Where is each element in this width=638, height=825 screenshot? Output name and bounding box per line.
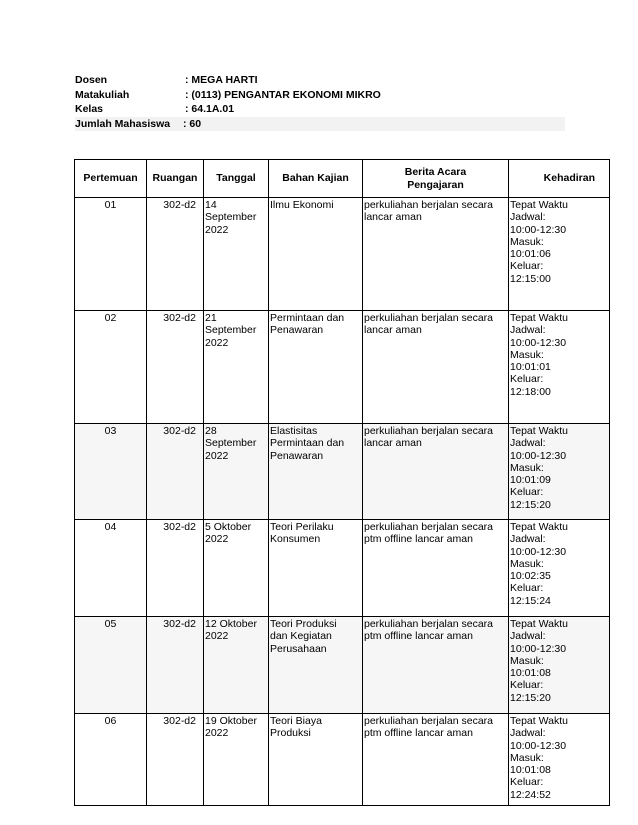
cell-berita-acara-line: perkuliahan berjalan secara: [364, 312, 493, 324]
cell-berita-acara-line: perkuliahan berjalan secara: [364, 715, 493, 727]
cell-bahan-kajian-line: Produksi: [270, 727, 311, 740]
cell-bahan-kajian: [269, 198, 363, 311]
cell-kehadiran-line: 12:15:24: [510, 594, 551, 607]
cell-tanggal: [204, 714, 269, 806]
cell-kehadiran-line: Masuk:: [510, 461, 544, 474]
cell-ruangan: 302-d2: [147, 311, 204, 424]
cell-kehadiran-line: Tepat Waktu: [510, 312, 568, 324]
cell-ruangan: 302-d2: [147, 714, 204, 806]
cell-bahan-kajian-line: Teori Biaya: [270, 715, 322, 727]
cell-kehadiran-line: 10:01:01: [510, 361, 551, 374]
cell-berita-acara-line: perkuliahan berjalan secara: [364, 618, 493, 630]
cell-kehadiran-line: Keluar:: [510, 582, 544, 595]
cell-berita-acara: [363, 311, 509, 424]
table-row: [75, 617, 610, 714]
table-body: [75, 198, 610, 806]
header-berita-acara-line1: Berita Acara: [404, 165, 467, 178]
cell-kehadiran-line: Tepat Waktu: [510, 618, 568, 630]
cell-kehadiran-line: 10:01:08: [510, 764, 551, 777]
cell-kehadiran: [509, 198, 610, 311]
cell-kehadiran-line: 10:01:08: [510, 667, 551, 680]
cell-tanggal-line: 2022: [205, 533, 229, 546]
cell-bahan-kajian-line: Penawaran: [270, 449, 324, 462]
cell-berita-acara-line: perkuliahan berjalan secara: [364, 521, 493, 533]
cell-berita-acara-line: perkuliahan berjalan secara: [364, 199, 493, 211]
cell-tanggal-line: 14: [205, 199, 217, 211]
cell-bahan-kajian-line: Teori Produksi: [270, 618, 337, 630]
header-ruangan: Ruangan: [147, 160, 204, 198]
cell-berita-acara: [363, 198, 509, 311]
cell-kehadiran-line: 10:00-12:30: [510, 223, 567, 236]
cell-kehadiran-line: 12:24:52: [510, 788, 551, 801]
cell-tanggal: [204, 617, 269, 714]
cell-bahan-kajian-line: Penawaran: [270, 324, 324, 337]
cell-berita-acara: [363, 714, 509, 806]
cell-kehadiran-line: Keluar:: [510, 776, 544, 789]
attendance-table: [74, 159, 610, 806]
table-row: [75, 714, 610, 806]
cell-kehadiran: [509, 617, 610, 714]
cell-bahan-kajian: [269, 617, 363, 714]
cell-kehadiran-line: 10:00-12:30: [510, 449, 567, 462]
cell-kehadiran-line: 10:00-12:30: [510, 336, 567, 349]
cell-kehadiran-line: Masuk:: [510, 235, 544, 248]
cell-tanggal: [204, 198, 269, 311]
cell-kehadiran: [509, 714, 610, 806]
cell-bahan-kajian-line: dan Kegiatan: [270, 630, 332, 643]
cell-tanggal: [204, 520, 269, 617]
cell-kehadiran-line: 10:00-12:30: [510, 739, 567, 752]
cell-bahan-kajian-line: Konsumen: [270, 533, 321, 546]
cell-kehadiran-line: Jadwal:: [510, 324, 546, 337]
cell-bahan-kajian-line: Permintaan dan: [270, 312, 345, 324]
cell-tanggal-line: September: [205, 324, 257, 337]
cell-kehadiran-line: 10:00-12:30: [510, 545, 567, 558]
cell-bahan-kajian-line: Teori Perilaku: [270, 521, 334, 533]
matakuliah-value: : (0113) PENGANTAR EKONOMI MIKRO: [185, 88, 381, 101]
cell-kehadiran-line: Masuk:: [510, 557, 544, 570]
cell-pertemuan: 03: [75, 424, 147, 520]
jumlah-mahasiswa-value: : 60: [183, 117, 202, 130]
cell-ruangan: 302-d2: [147, 198, 204, 311]
cell-berita-acara-line: ptm offline lancar aman: [364, 727, 473, 740]
cell-berita-acara: [363, 520, 509, 617]
cell-berita-acara-line: perkuliahan berjalan secara: [364, 425, 493, 437]
jumlah-mahasiswa-label: Jumlah Mahasiswa: [75, 117, 171, 130]
cell-ruangan: 302-d2: [147, 617, 204, 714]
cell-kehadiran-line: 12:15:00: [510, 272, 551, 285]
cell-kehadiran-line: 10:01:06: [510, 248, 551, 261]
cell-pertemuan: 06: [75, 714, 147, 806]
cell-berita-acara: [363, 424, 509, 520]
cell-tanggal-line: 2022: [205, 630, 229, 643]
kelas-value: : 64.1A.01: [185, 103, 235, 115]
kelas-row: [75, 102, 565, 117]
table-row: [75, 311, 610, 424]
cell-tanggal-line: 19 Oktober: [205, 715, 257, 727]
cell-ruangan: 302-d2: [147, 520, 204, 617]
cell-tanggal-line: 2022: [205, 336, 229, 349]
header-kehadiran: Kehadiran: [509, 160, 610, 198]
cell-kehadiran: [509, 520, 610, 617]
cell-kehadiran-line: Keluar:: [510, 260, 544, 273]
table-row: [75, 424, 610, 520]
cell-kehadiran-line: 10:01:09: [510, 474, 551, 487]
cell-tanggal: [204, 424, 269, 520]
cell-kehadiran-line: Jadwal:: [510, 437, 546, 450]
header-bahan-kajian: Bahan Kajian: [269, 160, 363, 198]
cell-kehadiran-line: Jadwal:: [510, 533, 546, 546]
dosen-value: : MEGA HARTI: [185, 74, 258, 86]
dosen-label: Dosen: [75, 74, 108, 86]
cell-kehadiran-line: Jadwal:: [510, 211, 546, 224]
header-berita-acara-line2: Pengajaran: [407, 178, 464, 191]
cell-tanggal-line: 2022: [205, 727, 229, 740]
cell-berita-acara-line: ptm offline lancar aman: [364, 533, 473, 546]
course-info: [75, 73, 565, 131]
cell-bahan-kajian-line: Elastisitas: [270, 425, 318, 437]
cell-kehadiran-line: Masuk:: [510, 751, 544, 764]
cell-kehadiran-line: Tepat Waktu: [510, 425, 568, 437]
cell-bahan-kajian-line: Ilmu Ekonomi: [270, 199, 334, 211]
cell-kehadiran-line: Tepat Waktu: [510, 715, 568, 727]
cell-kehadiran-line: Keluar:: [510, 373, 544, 386]
cell-berita-acara: [363, 617, 509, 714]
cell-kehadiran: [509, 311, 610, 424]
cell-tanggal-line: 2022: [205, 449, 229, 462]
cell-bahan-kajian-line: Perusahaan: [270, 642, 327, 655]
cell-ruangan: 302-d2: [147, 424, 204, 520]
cell-pertemuan: 04: [75, 520, 147, 617]
cell-berita-acara-line: lancar aman: [364, 324, 422, 337]
jumlah-mahasiswa-row: [75, 117, 565, 132]
cell-pertemuan: 01: [75, 198, 147, 311]
cell-berita-acara-line: lancar aman: [364, 211, 422, 224]
cell-bahan-kajian: [269, 424, 363, 520]
cell-bahan-kajian: [269, 311, 363, 424]
table-row: [75, 198, 610, 311]
cell-tanggal-line: 21: [205, 312, 217, 324]
dosen-row: [75, 73, 565, 88]
cell-kehadiran-line: Jadwal:: [510, 727, 546, 740]
header-berita-acara: [363, 160, 509, 198]
cell-kehadiran-line: Tepat Waktu: [510, 521, 568, 533]
cell-tanggal-line: September: [205, 437, 257, 450]
cell-kehadiran-line: 10:02:35: [510, 570, 551, 583]
cell-pertemuan: 05: [75, 617, 147, 714]
header-tanggal: Tanggal: [204, 160, 269, 198]
cell-kehadiran-line: 12:15:20: [510, 691, 551, 704]
matakuliah-label: Matakuliah: [75, 88, 130, 101]
cell-pertemuan: 02: [75, 311, 147, 424]
cell-kehadiran-line: Masuk:: [510, 348, 544, 361]
cell-kehadiran-line: 10:00-12:30: [510, 642, 567, 655]
cell-tanggal-line: 28: [205, 425, 217, 437]
cell-kehadiran-line: 12:15:20: [510, 498, 551, 511]
cell-bahan-kajian: [269, 714, 363, 806]
cell-tanggal-line: 2022: [205, 223, 229, 236]
matakuliah-row: [75, 88, 565, 103]
cell-kehadiran-line: Keluar:: [510, 486, 544, 499]
cell-tanggal-line: 12 Oktober: [205, 618, 257, 630]
cell-tanggal-line: September: [205, 211, 257, 224]
cell-bahan-kajian: [269, 520, 363, 617]
cell-bahan-kajian-line: Permintaan dan: [270, 437, 345, 450]
cell-kehadiran-line: 12:18:00: [510, 385, 551, 398]
header-pertemuan: Pertemuan: [75, 160, 147, 198]
cell-kehadiran: [509, 424, 610, 520]
cell-berita-acara-line: ptm offline lancar aman: [364, 630, 473, 643]
table-header-row: [75, 160, 610, 198]
cell-kehadiran-line: Jadwal:: [510, 630, 546, 643]
cell-berita-acara-line: lancar aman: [364, 437, 422, 450]
cell-tanggal: [204, 311, 269, 424]
cell-kehadiran-line: Masuk:: [510, 654, 544, 667]
kelas-label: Kelas: [75, 103, 104, 115]
cell-kehadiran-line: Tepat Waktu: [510, 199, 568, 211]
cell-kehadiran-line: Keluar:: [510, 679, 544, 692]
cell-tanggal-line: 5 Oktober: [205, 521, 252, 533]
table-row: [75, 520, 610, 617]
